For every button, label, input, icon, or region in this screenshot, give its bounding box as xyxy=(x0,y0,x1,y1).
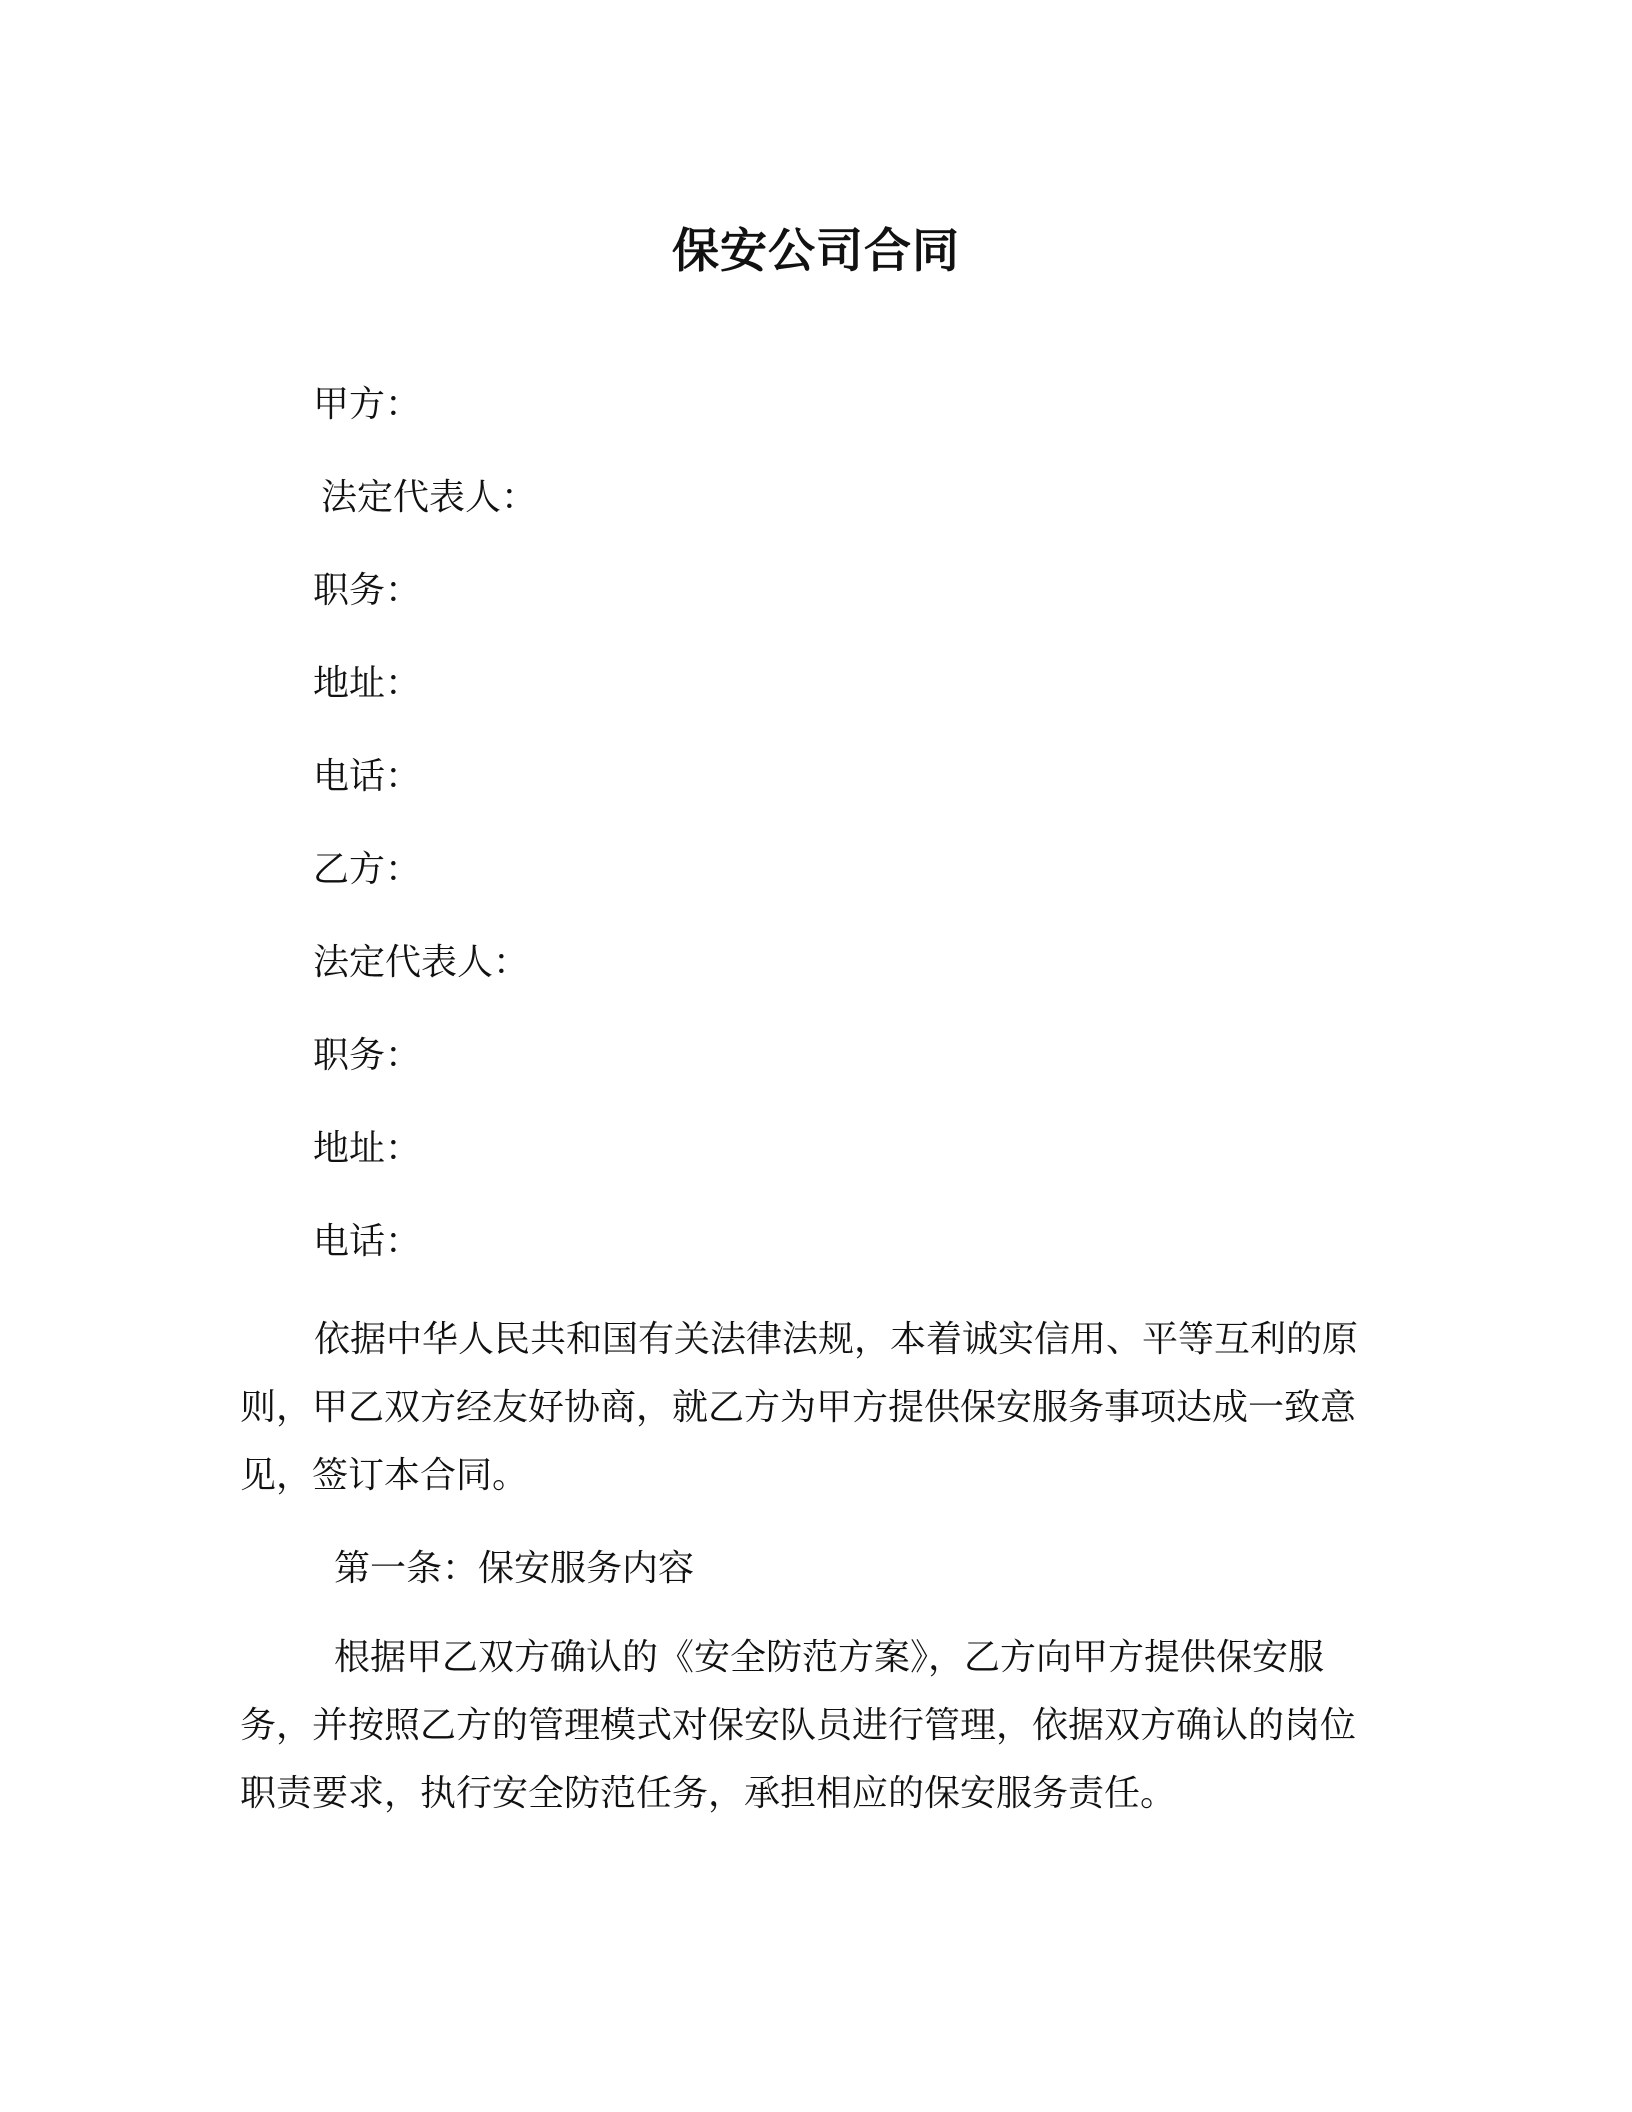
party-a-position-label: 职务： xyxy=(313,570,422,611)
preamble-paragraph: 依据中华人民共和国有关法律法规，本着诚实信用、平等互利的原则，甲乙双方经友好协商，就乙方为甲方提供保安服务事项达成一致意见，签订本合同。 xyxy=(240,1319,1359,1496)
party-b-position-label: 职务： xyxy=(313,1035,422,1076)
party-a-label: 甲方： xyxy=(313,384,422,425)
party-b-label: 乙方： xyxy=(313,849,422,890)
party-a-legal-rep-label: 法定代表人： xyxy=(321,477,538,518)
article-1-body: 根据甲乙双方确认的《安全防范方案》，乙方向甲方提供保安服务，并按照乙方的管理模式对保安队员进行管理，依据双方确认的岗位职责要求，执行安全防范任务，承担相应的保安服务责任。 xyxy=(240,1637,1357,1814)
document-title: 保安公司合同 xyxy=(672,224,960,279)
party-b-phone-label: 电话： xyxy=(313,1221,422,1262)
party-b-address-label: 地址： xyxy=(313,1128,422,1169)
party-a-phone-label: 电话： xyxy=(313,756,422,797)
party-b-legal-rep-label: 法定代表人： xyxy=(313,942,530,983)
party-a-address-label: 地址： xyxy=(313,663,422,704)
article-1-heading: 第一条：保安服务内容 xyxy=(334,1548,695,1589)
